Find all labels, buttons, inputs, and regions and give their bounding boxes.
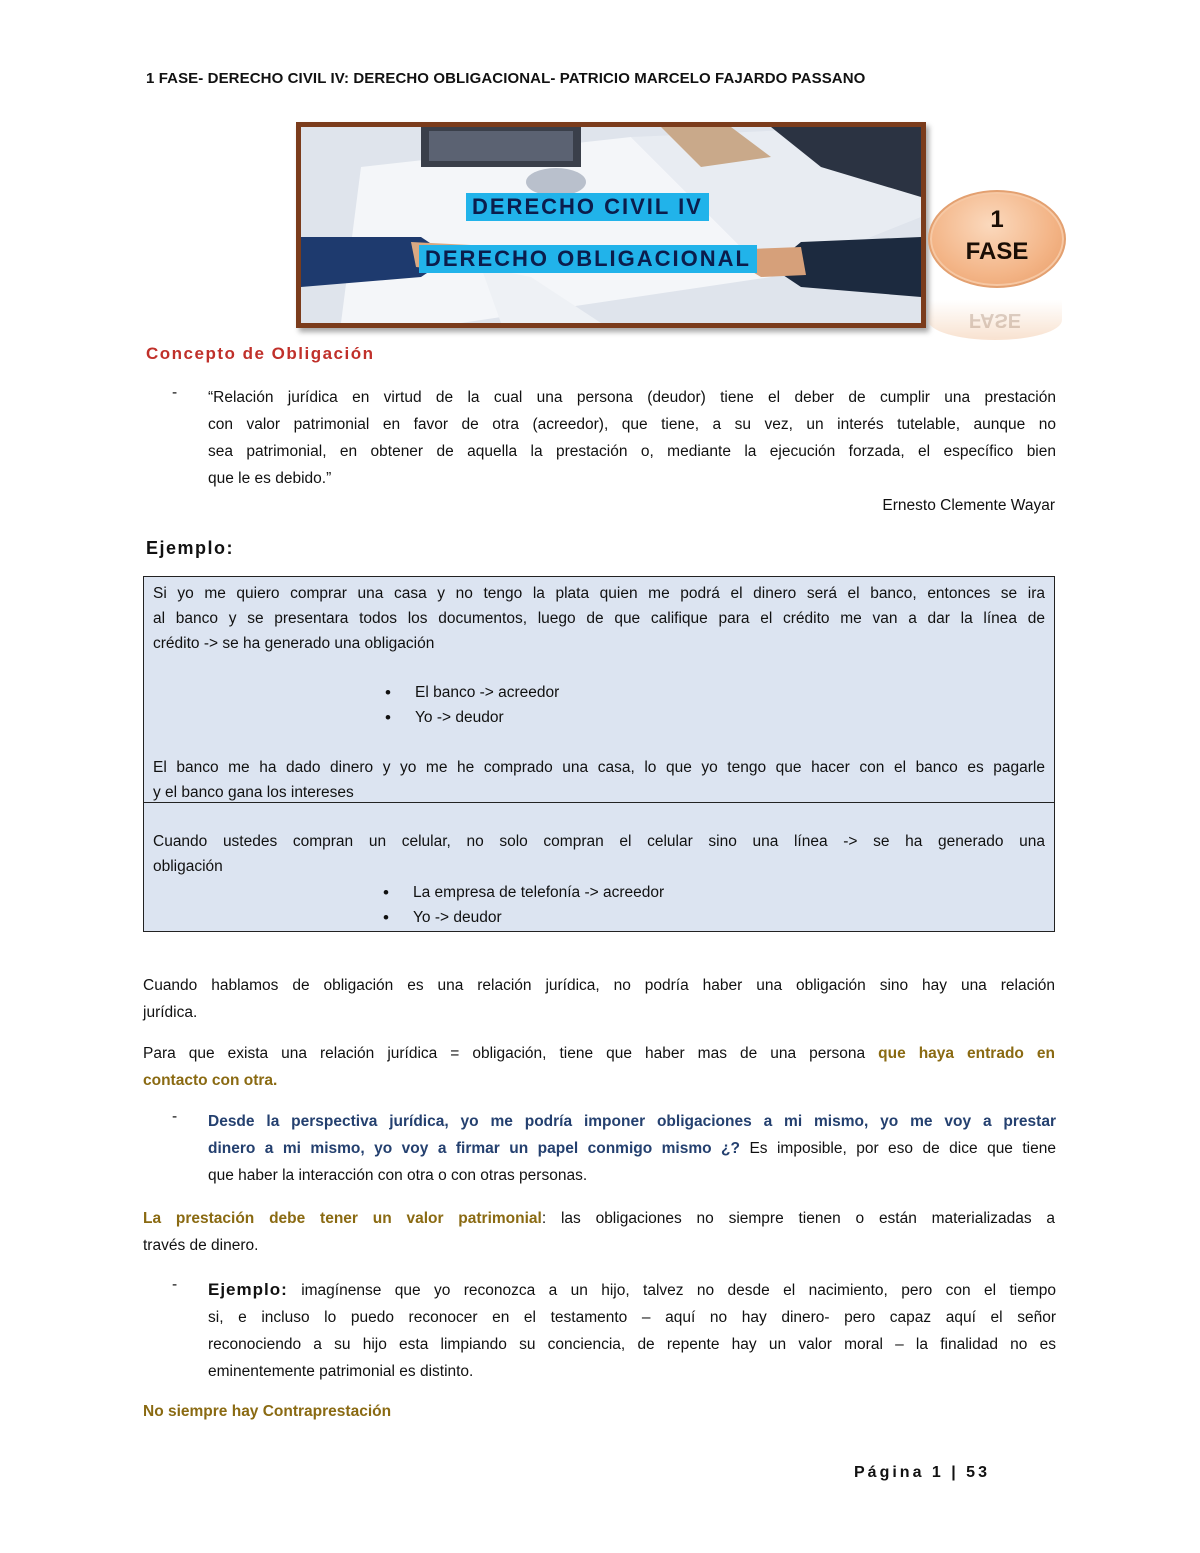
quote-author: Ernesto Clemente Wayar: [882, 497, 1055, 514]
p5-line-4: eminentemente patrimonial es distinto.: [208, 1363, 474, 1380]
p2-highlight-a: que haya entrado en: [878, 1045, 1056, 1062]
example-box-phone-text: [153, 829, 1045, 879]
p1-line-2: jurídica.: [143, 1004, 198, 1021]
concept-quote: [208, 384, 1056, 492]
box1-closing: [153, 755, 1045, 805]
box1-line-3: crédito -> se ha generado una obligación: [153, 635, 435, 652]
box1-line-1: Si yo me quiero comprar una casa y no tengo la plata quien me podrá el dinero será el banco, entonces se ira: [153, 585, 1045, 602]
banner-title-line2: DERECHO OBLIGACIONAL: [419, 245, 757, 273]
box1-bullet-2: • Yo -> deudor: [415, 705, 504, 730]
p5-line-3: reconociendo a su hijo esta limpiando su conciencia, de repente hay un valor moral – la finalidad no es: [208, 1336, 1056, 1353]
p4-line-1: [143, 1205, 1055, 1232]
p2-line-1: [143, 1040, 1055, 1067]
quote-line-1: “Relación jurídica en virtud de la cual una persona (deudor) tiene el deber de cumplir una prestación: [208, 389, 1056, 406]
phase-badge-label: FASE: [965, 238, 1029, 265]
paragraph-persons: [143, 1040, 1055, 1094]
box2-bullet-2: • Yo -> deudor: [413, 905, 502, 930]
paragraph-self-obligation: [208, 1108, 1056, 1189]
p3-line-1: Desde la perspectiva jurídica, yo me podría imponer obligaciones a mi mismo, yo me voy a prestar: [208, 1113, 1056, 1130]
paragraph-patrimonial-value: [143, 1205, 1055, 1259]
example-box-bank: [143, 576, 1055, 803]
p3-plain-tail: Es imposible, por eso de dice que tiene: [749, 1140, 1056, 1157]
p3-dash: -: [172, 1108, 178, 1125]
page-number: Página 1 | 53: [854, 1464, 990, 1481]
phase-badge-reflection: FASE: [928, 300, 1062, 340]
quote-line-3: sea patrimonial, en obtener de aquella la prestación o, mediante la ejecución forzada, el específico bien: [208, 443, 1056, 460]
p3-navy-tail: dinero a mi mismo, yo voy a firmar un papel conmigo mismo ¿?: [208, 1140, 740, 1157]
p3-line-2: [208, 1135, 1056, 1162]
p5-line-2: si, e incluso lo puedo reconocer en el testamento – aquí no hay dinero- pero capaz aquí el señor: [208, 1309, 1056, 1326]
box1-bullet-1: • El banco -> acreedor: [415, 680, 559, 705]
paragraph-relation: [143, 972, 1055, 1026]
banner-image: [296, 122, 926, 328]
p5-line-1: [208, 1276, 1056, 1304]
p2-plain: Para que exista una relación jurídica = obligación, tiene que haber mas de una persona: [143, 1045, 866, 1062]
handshake-illustration: [301, 127, 921, 323]
p5-dash: -: [172, 1276, 178, 1293]
p3-line-3: que haber la interacción con otra o con otras personas.: [208, 1167, 588, 1184]
box1-closing-line-2: y el banco gana los intereses: [153, 784, 354, 801]
box2-line-2: obligación: [153, 858, 223, 875]
banner-title-line1: DERECHO CIVIL IV: [466, 193, 709, 221]
p5-label: Ejemplo:: [208, 1280, 288, 1299]
p2-highlight-b: contacto con otra.: [143, 1072, 278, 1089]
p5-line-1-text: imagínense que yo reconozca a un hijo, talvez no desde el nacimiento, pero con el tiempo: [301, 1282, 1056, 1299]
p4-highlight: La prestación debe tener un valor patrimonial: [143, 1210, 542, 1227]
concept-heading: Concepto de Obligación: [146, 344, 375, 363]
p1-line-1: Cuando hablamos de obligación es una relación jurídica, no podría haber una obligación sino hay una relación: [143, 977, 1055, 994]
box1-line-2: al banco y se presentara todos los documentos, luego de que califique para el crédito me van a dar la línea de: [153, 610, 1045, 627]
box2-line-1: Cuando ustedes compran un celular, no solo compran el celular sino una línea -> se ha generado una: [153, 833, 1045, 850]
box2-bullet-1: • La empresa de telefonía -> acreedor: [413, 880, 664, 905]
p4-plain: : las obligaciones no siempre tienen o están materializadas a: [541, 1210, 1055, 1227]
quote-dash: -: [172, 384, 178, 401]
example-box-bank-text: [153, 581, 1045, 656]
example-box-phone: [143, 802, 1055, 932]
quote-line-4: que le es debido.”: [208, 470, 332, 487]
quote-line-2: con valor patrimonial en favor de otra (acreedor), que tiene, a su vez, un interés tutelable, aunque no: [208, 416, 1056, 433]
paragraph-example-son: [208, 1276, 1056, 1385]
running-header: 1 FASE- DERECHO CIVIL IV: DERECHO OBLIGACIONAL- PATRICIO MARCELO FAJARDO PASSANO: [146, 70, 866, 87]
example-heading: Ejemplo:: [146, 538, 235, 558]
phase-badge-number: 1: [990, 206, 1004, 233]
p4-line-2: través de dinero.: [143, 1237, 259, 1254]
box1-closing-line-1: El banco me ha dado dinero y yo me he comprado una casa, lo que yo tengo que hacer con el banco es pagarle: [153, 759, 1045, 776]
heading-counterprestation: No siempre hay Contraprestación: [143, 1403, 392, 1420]
phase-badge: [928, 190, 1066, 288]
